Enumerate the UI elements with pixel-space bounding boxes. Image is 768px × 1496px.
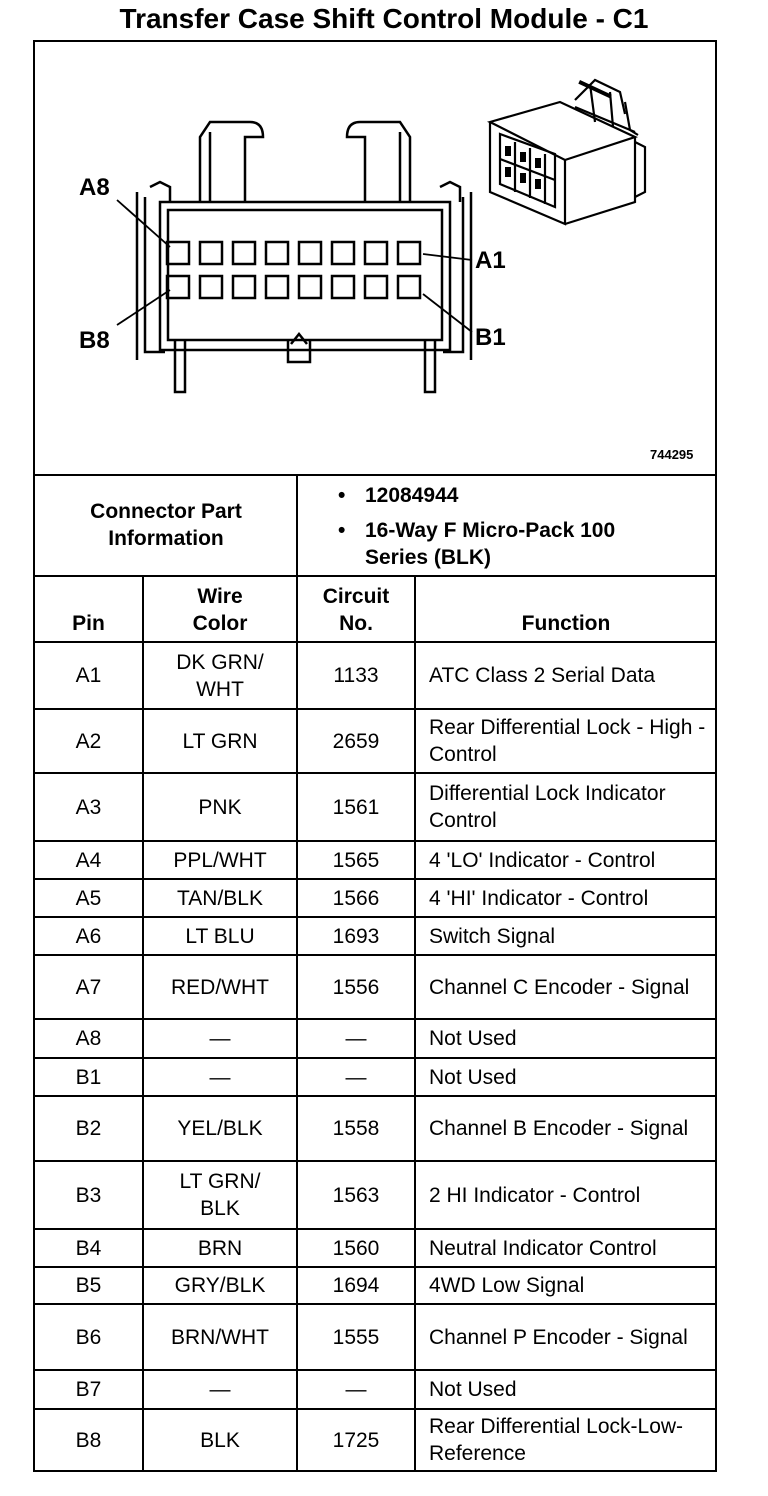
wire-color-cell: RED/WHT [171,975,269,999]
header-circuit-no: Circuit No. [322,585,390,635]
function-cell: Differential Lock Indicator Control [429,782,666,832]
pin-cell: A2 [75,729,102,753]
connector-info-label: Connector Part Information [90,500,242,550]
wire-color-cell: BRN/WHT [171,1325,269,1349]
function-cell: 4 'HI' Indicator - Control [429,886,649,910]
function-cell: 4 'LO' Indicator - Control [429,848,656,872]
wire-color-cell: GRY/BLK [174,1274,266,1297]
function-cell: Not Used [429,1065,517,1089]
function-cell: Switch Signal [429,924,556,948]
pin-cell: B4 [75,1236,102,1260]
pin-cell: A4 [75,848,102,872]
connector-isometric-icon [490,80,645,224]
circuit-cell: 1133 [333,664,379,687]
function-cell: Rear Differential Lock-Low-Reference [429,1415,684,1465]
wire-color-cell: — [209,1378,231,1401]
function-cell: 2 HI Indicator - Control [429,1183,641,1207]
pin-cell: B1 [75,1065,102,1089]
header-wire-color: Wire Color [192,585,248,635]
circuit-cell: 1566 [332,886,380,910]
function-cell: Not Used [429,1027,517,1050]
circuit-cell: 1558 [332,1117,380,1140]
pin-cell: A1 [75,664,102,687]
function-cell: Neutral Indicator Control [429,1236,657,1260]
pin-cell: A5 [75,886,102,910]
pin-cell: A6 [75,924,102,948]
label-b8: B8 [79,327,110,354]
label-a8: A8 [79,174,110,201]
wire-color-cell: TAN/BLK [177,886,263,910]
circuit-cell: 1555 [332,1325,380,1349]
figure-number: 744295 [650,447,694,462]
wire-color-cell: PNK [198,795,242,819]
pin-cell: B2 [75,1117,102,1140]
circuit-cell: — [345,1027,367,1050]
connector-part-number: • 12084944 [338,482,708,509]
wire-color-cell: YEL/BLK [177,1117,263,1140]
pin-cell: B8 [75,1428,102,1452]
wire-color-cell: LT GRN [182,729,258,753]
connector-face-diagram [35,42,715,475]
pin-cell: B6 [75,1325,102,1349]
function-cell: Rear Differential Lock - High - Control [429,716,706,766]
wire-color-cell: LT BLU [185,924,255,948]
label-b1: B1 [475,324,506,351]
pin-cell: A3 [75,795,102,819]
function-cell: Channel C Encoder - Signal [429,975,690,999]
label-a1: A1 [475,247,506,274]
pin-cell: A7 [75,975,102,999]
pin-cell: B3 [75,1183,102,1207]
circuit-cell: 1563 [332,1183,380,1207]
header-pin: Pin [72,612,105,635]
wire-color-cell: PPL/WHT [173,848,267,872]
circuit-cell: 1565 [332,848,380,872]
header-function: Function [521,612,611,635]
page-title: Transfer Case Shift Control Module - C1 [119,3,649,34]
circuit-cell: 1561 [332,795,380,819]
circuit-cell: 1694 [332,1274,380,1297]
function-cell: Channel B Encoder - Signal [429,1117,689,1140]
wire-color-cell: LT GRN/ BLK [179,1170,261,1220]
connector-type: • 16-Way F Micro-Pack 100 Series (BLK) [338,517,655,571]
wire-color-cell: BRN [197,1236,243,1260]
circuit-cell: 1560 [332,1236,380,1260]
divider [33,474,717,476]
circuit-cell: 1725 [332,1428,380,1452]
wire-color-cell: BLK [200,1428,240,1452]
circuit-cell: — [345,1065,367,1089]
divider [33,575,717,577]
circuit-cell: 1693 [332,924,380,948]
function-cell: 4WD Low Signal [429,1274,585,1297]
circuit-cell: 1556 [332,975,380,999]
wire-color-cell: DK GRN/ WHT [176,650,264,701]
circuit-cell: 2659 [332,729,380,753]
function-cell: ATC Class 2 Serial Data [429,664,656,687]
pin-cell: A8 [75,1027,102,1050]
connector-info-list [338,482,708,579]
pin-cell: B5 [75,1274,102,1297]
function-cell: Channel P Encoder - Signal [429,1325,688,1349]
circuit-cell: — [345,1378,367,1401]
wire-color-cell: — [209,1027,231,1050]
pin-cell: B7 [75,1378,102,1401]
function-cell: Not Used [429,1378,517,1401]
wire-color-cell: — [209,1065,231,1089]
